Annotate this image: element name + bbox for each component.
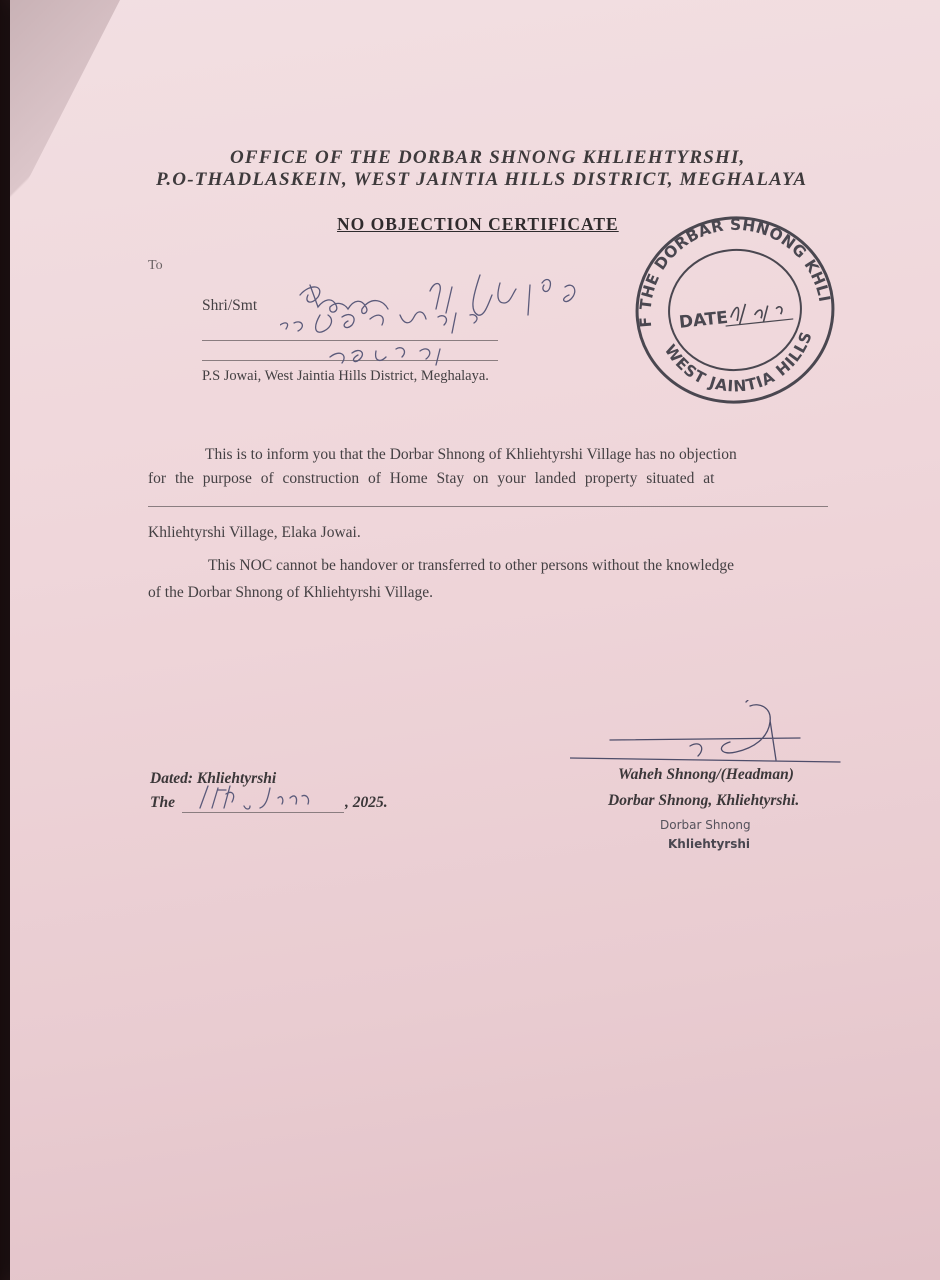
dated-label: Dated: Khliehtyrshi: [150, 770, 277, 787]
small-stamp-line2: Khliehtyrshi: [668, 837, 751, 851]
property-location-line: [148, 506, 828, 507]
svg-text:OFFICE OF THE DORBAR SHNONG KH: [622, 205, 834, 331]
office-header-line2: P.O-THADLASKEIN, WEST JAINTIA HILLS DISTRICT, MEGHALAYA: [156, 169, 808, 190]
headman-title: Waheh Shnong/(Headman): [618, 766, 794, 783]
headman-organisation: Dorbar Shnong, Khliehtyrshi.: [608, 792, 800, 809]
stamp-top-arc-text: OF THE DORBAR SHNONG KHLIEHTYRSHI: [636, 215, 834, 329]
body-para1-line2: for the purpose of construction of Home Stay on your landed property situated at: [148, 470, 715, 487]
body-para1-line1: This is to inform you that the Dorbar Shnong of Khliehtyrshi Village has no objection: [205, 446, 737, 463]
salutation-label: Shri/Smt: [202, 297, 258, 314]
body-para1-line3: Khliehtyrshi Village, Elaka Jowai.: [148, 524, 361, 541]
small-stamp-line1: Dorbar Shnong: [660, 818, 751, 832]
dated-year: , 2025.: [345, 794, 388, 811]
certificate-title: NO OBJECTION CERTIFICATE: [337, 214, 619, 234]
the-label: The: [150, 794, 175, 811]
stamp-date-label: DATE: [677, 307, 729, 333]
body-para2-line2: of the Dorbar Shnong of Khliehtyrshi Village.: [148, 584, 434, 601]
folded-corner: [10, 0, 120, 215]
document-page: [10, 0, 940, 1280]
to-label: To: [148, 258, 163, 273]
handwritten-addressee-name: [280, 265, 620, 375]
handwritten-date: [190, 780, 350, 814]
stamp-bottom-arc-text: WEST JAINTIA HILLS: [660, 328, 816, 396]
svg-text:WEST JAINTIA HILLS: [660, 327, 821, 403]
body-para2-line1: This NOC cannot be handover or transferred to other persons without the knowledge: [208, 557, 735, 574]
office-header-line1: OFFICE OF THE DORBAR SHNONG KHLIEHTYRSHI,: [230, 147, 746, 168]
addressee-location: P.S Jowai, West Jaintia Hills District, Meghalaya.: [202, 368, 489, 384]
dorbar-round-stamp: [622, 205, 847, 405]
